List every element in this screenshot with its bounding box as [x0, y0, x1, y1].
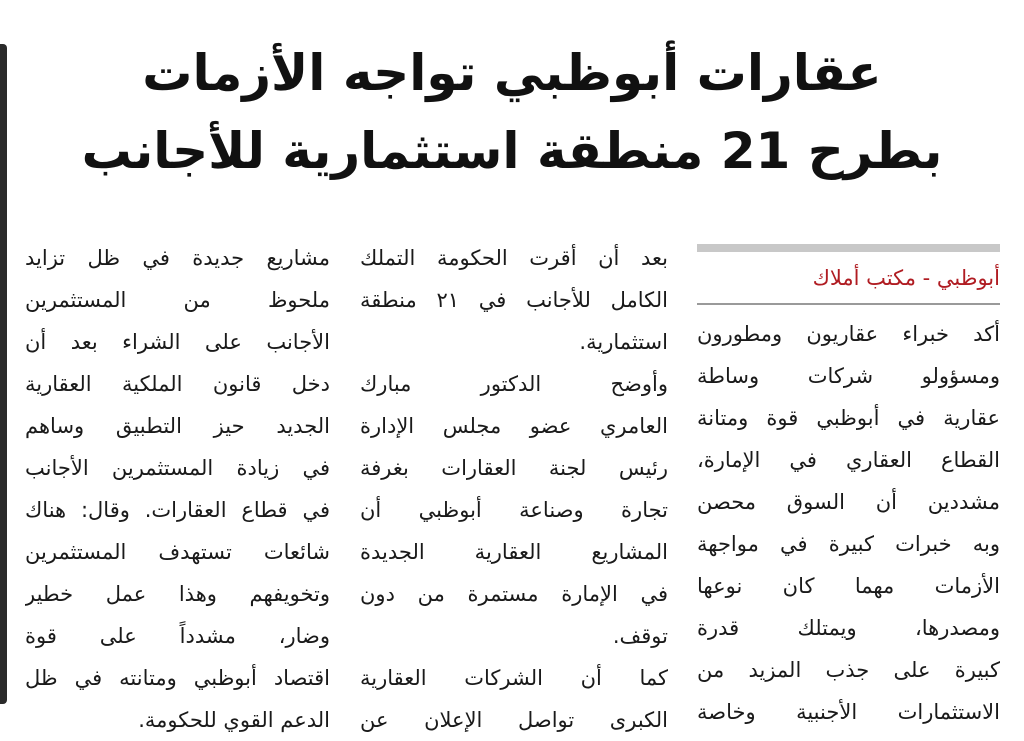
- column-line: الكامل للأجانب في ٢١ منطقة: [360, 288, 668, 312]
- column-line: المشاريع العقارية الجديدة: [360, 540, 668, 564]
- column-line: الأزمات مهما كان نوعها: [697, 574, 1000, 598]
- column-line: وبه خبرات كبيرة في مواجهة: [697, 532, 1000, 556]
- column-line: في الإمارة مستمرة من دون: [360, 582, 668, 606]
- column-line: الدعم القوي للحكومة.: [138, 708, 330, 732]
- column-line: كبيرة على جذب المزيد من: [697, 658, 1000, 682]
- column-line: العامري عضو مجلس الإدارة: [360, 414, 668, 438]
- column-line: اقتصاد أبوظبي ومتانته في ظل: [25, 666, 330, 690]
- column-line: مشاريع جديدة في ظل تزايد: [25, 246, 330, 270]
- column-line: بعد أن أقرت الحكومة التملك: [360, 246, 668, 270]
- column-line: الأجانب على الشراء بعد أن: [25, 330, 330, 354]
- column-line: توقف.: [612, 624, 668, 648]
- page-edge-binding: [0, 44, 7, 704]
- byline-divider: [697, 303, 1000, 305]
- column-line: ملحوظ من المستثمرين: [25, 288, 330, 312]
- headline-line-1: عقارات أبوظبي تواجه الأزمات: [142, 44, 882, 102]
- byline: أبوظبي - مكتب أملاك: [812, 266, 1000, 290]
- column-line: استثمارية.: [579, 330, 668, 354]
- headline-line-2: بطرح 21 منطقة استثمارية للأجانب: [81, 122, 943, 180]
- column-line: مشددين أن السوق محصن: [697, 490, 1000, 514]
- column-line: الجديد حيز التطبيق وساهم: [25, 414, 330, 438]
- column-line: كما أن الشركات العقارية: [360, 666, 668, 690]
- column-line: عقارية في أبوظبي قوة ومتانة: [697, 406, 1000, 430]
- column-line: شائعات تستهدف المستثمرين: [25, 540, 330, 564]
- column-line: وضار، مشدداً على قوة: [25, 624, 330, 648]
- column-line: وأوضح الدكتور مبارك: [360, 372, 668, 396]
- column-line: في زيادة المستثمرين الأجانب: [25, 456, 330, 480]
- column-line: أكد خبراء عقاريون ومطورون: [697, 322, 1000, 346]
- column-line: تجارة وصناعة أبوظبي أن: [360, 498, 668, 522]
- column-line: في قطاع العقارات. وقال: هناك: [25, 498, 330, 522]
- column-line: دخل قانون الملكية العقارية: [25, 372, 330, 396]
- column-line: القطاع العقاري في الإمارة،: [697, 448, 1000, 472]
- column-line: الاستثمارات الأجنبية وخاصة: [697, 700, 1000, 724]
- column-line: الكبرى تواصل الإعلان عن: [360, 708, 668, 732]
- column-line: ومصدرها، ويمتلك قدرة: [697, 616, 1000, 640]
- column-line: رئيس لجنة العقارات بغرفة: [360, 456, 668, 480]
- column-line: وتخويفهم وهذا عمل خطير: [25, 582, 330, 606]
- byline-top-bar: [697, 244, 1000, 252]
- article-column-left: [25, 237, 330, 741]
- column-line: ومسؤولو شركات وساطة: [697, 364, 1000, 388]
- article-column-middle: [360, 237, 668, 741]
- article-column-right: [697, 313, 1000, 733]
